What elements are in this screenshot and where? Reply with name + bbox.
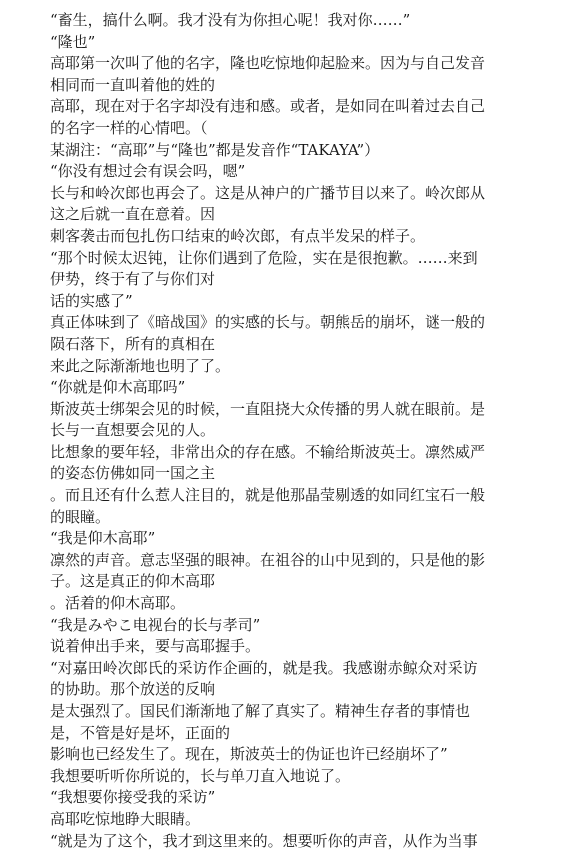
text-line: “隆也” [50, 32, 96, 51]
text-line: 某湖注：“高耶”与“隆也”都是发音作“TAKAYA”） [50, 140, 380, 159]
text-line: 凛然的声音。意志坚强的眼神。在祖谷的山中见到的，只是他的影 [50, 550, 486, 569]
text-line: 这之后就一直在意着。因 [50, 205, 216, 224]
text-line: 长与和岭次郎也再会了。这是从神户的广播节目以来了。岭次郎从 [50, 183, 486, 202]
text-line: 影响也已经发生了。现在，斯波英士的伪证也许已经崩坏了” [50, 745, 448, 764]
text-line: “我想要你接受我的采访” [50, 788, 216, 807]
text-line: “就是为了这个，我才到这里来的。想要听你的声音，从作为当事 [50, 831, 478, 850]
text-line: “我是仰木高耶” [50, 529, 156, 548]
text-line: 伊势，终于有了与你们对 [50, 270, 216, 289]
text-line: “畜生，搞什么啊。我才没有为你担心呢！我对你……” [50, 11, 411, 29]
text-line: 子。这是真正的仰木高耶 [50, 572, 216, 591]
text-line: 的眼瞳。 [50, 507, 111, 526]
text-line: 刺客袭击而包扎伤口结束的岭次郎，有点半发呆的样子。 [50, 226, 426, 245]
text-line: 真正体味到了《暗战国》的实感的长与。朝熊岳的崩坏，谜一般的 [50, 313, 486, 332]
text-line: “那个时候太迟钝，让你们遇到了危险，实在是很抱歉。……来到 [50, 248, 478, 267]
text-line: 高耶第一次叫了他的名字，隆也吃惊地仰起脸来。因为与自己发音 [50, 54, 486, 73]
text-line: “对嘉田岭次郎氏的采访作企画的，就是我。我感谢赤鲸众对采访 [50, 658, 478, 677]
text-line: “我是みやこ电视台的长与孝司” [50, 615, 261, 634]
text-line: 斯波英士绑架会见的时候，一直阻挠大众传播的男人就在眼前。是 [50, 399, 486, 418]
text-line: 我想要听听你所说的，长与单刀直入地说了。 [50, 766, 351, 785]
text-line: 的姿态仿佛如同一国之主 [50, 464, 216, 483]
text-line: 说着伸出手来，要与高耶握手。 [50, 637, 261, 656]
text-line: 是太强烈了。国民们渐渐地了解了真实了。精神生存者的事情也 [50, 702, 471, 720]
text-line: 相同而一直叫着他的姓的 [50, 75, 216, 94]
document-text-body [50, 10, 540, 852]
text-line: “你没有想过会有误会吗，嗯” [50, 162, 246, 181]
text-line: 。而且还有什么惹人注目的，就是他那晶莹剔透的如同红宝石一般 [50, 486, 486, 505]
text-line: 长与一直想要会见的人。 [50, 421, 216, 440]
text-line: 来此之际渐渐地也明了了。 [50, 356, 231, 375]
text-line: 高耶，现在对于名字却没有违和感。或者，是如同在叫着过去自己 [50, 97, 486, 116]
text-line: “你就是仰木高耶吗” [50, 378, 186, 397]
text-line: 陨石落下，所有的真相在 [50, 334, 216, 353]
text-line: 的名字一样的心情吧。（ [50, 118, 208, 137]
text-line: 。活着的仰木高耶。 [50, 594, 186, 613]
text-line: 高耶吃惊地睁大眼睛。 [50, 809, 201, 828]
text-line: 是，不管是好是坏，正面的 [50, 723, 231, 742]
text-line: 话的实感了” [50, 291, 133, 310]
text-line: 的协助。那个放送的反响 [50, 680, 216, 699]
text-line: 比想象的要年轻，非常出众的存在感。不输给斯波英士。凛然威严 [50, 442, 486, 461]
